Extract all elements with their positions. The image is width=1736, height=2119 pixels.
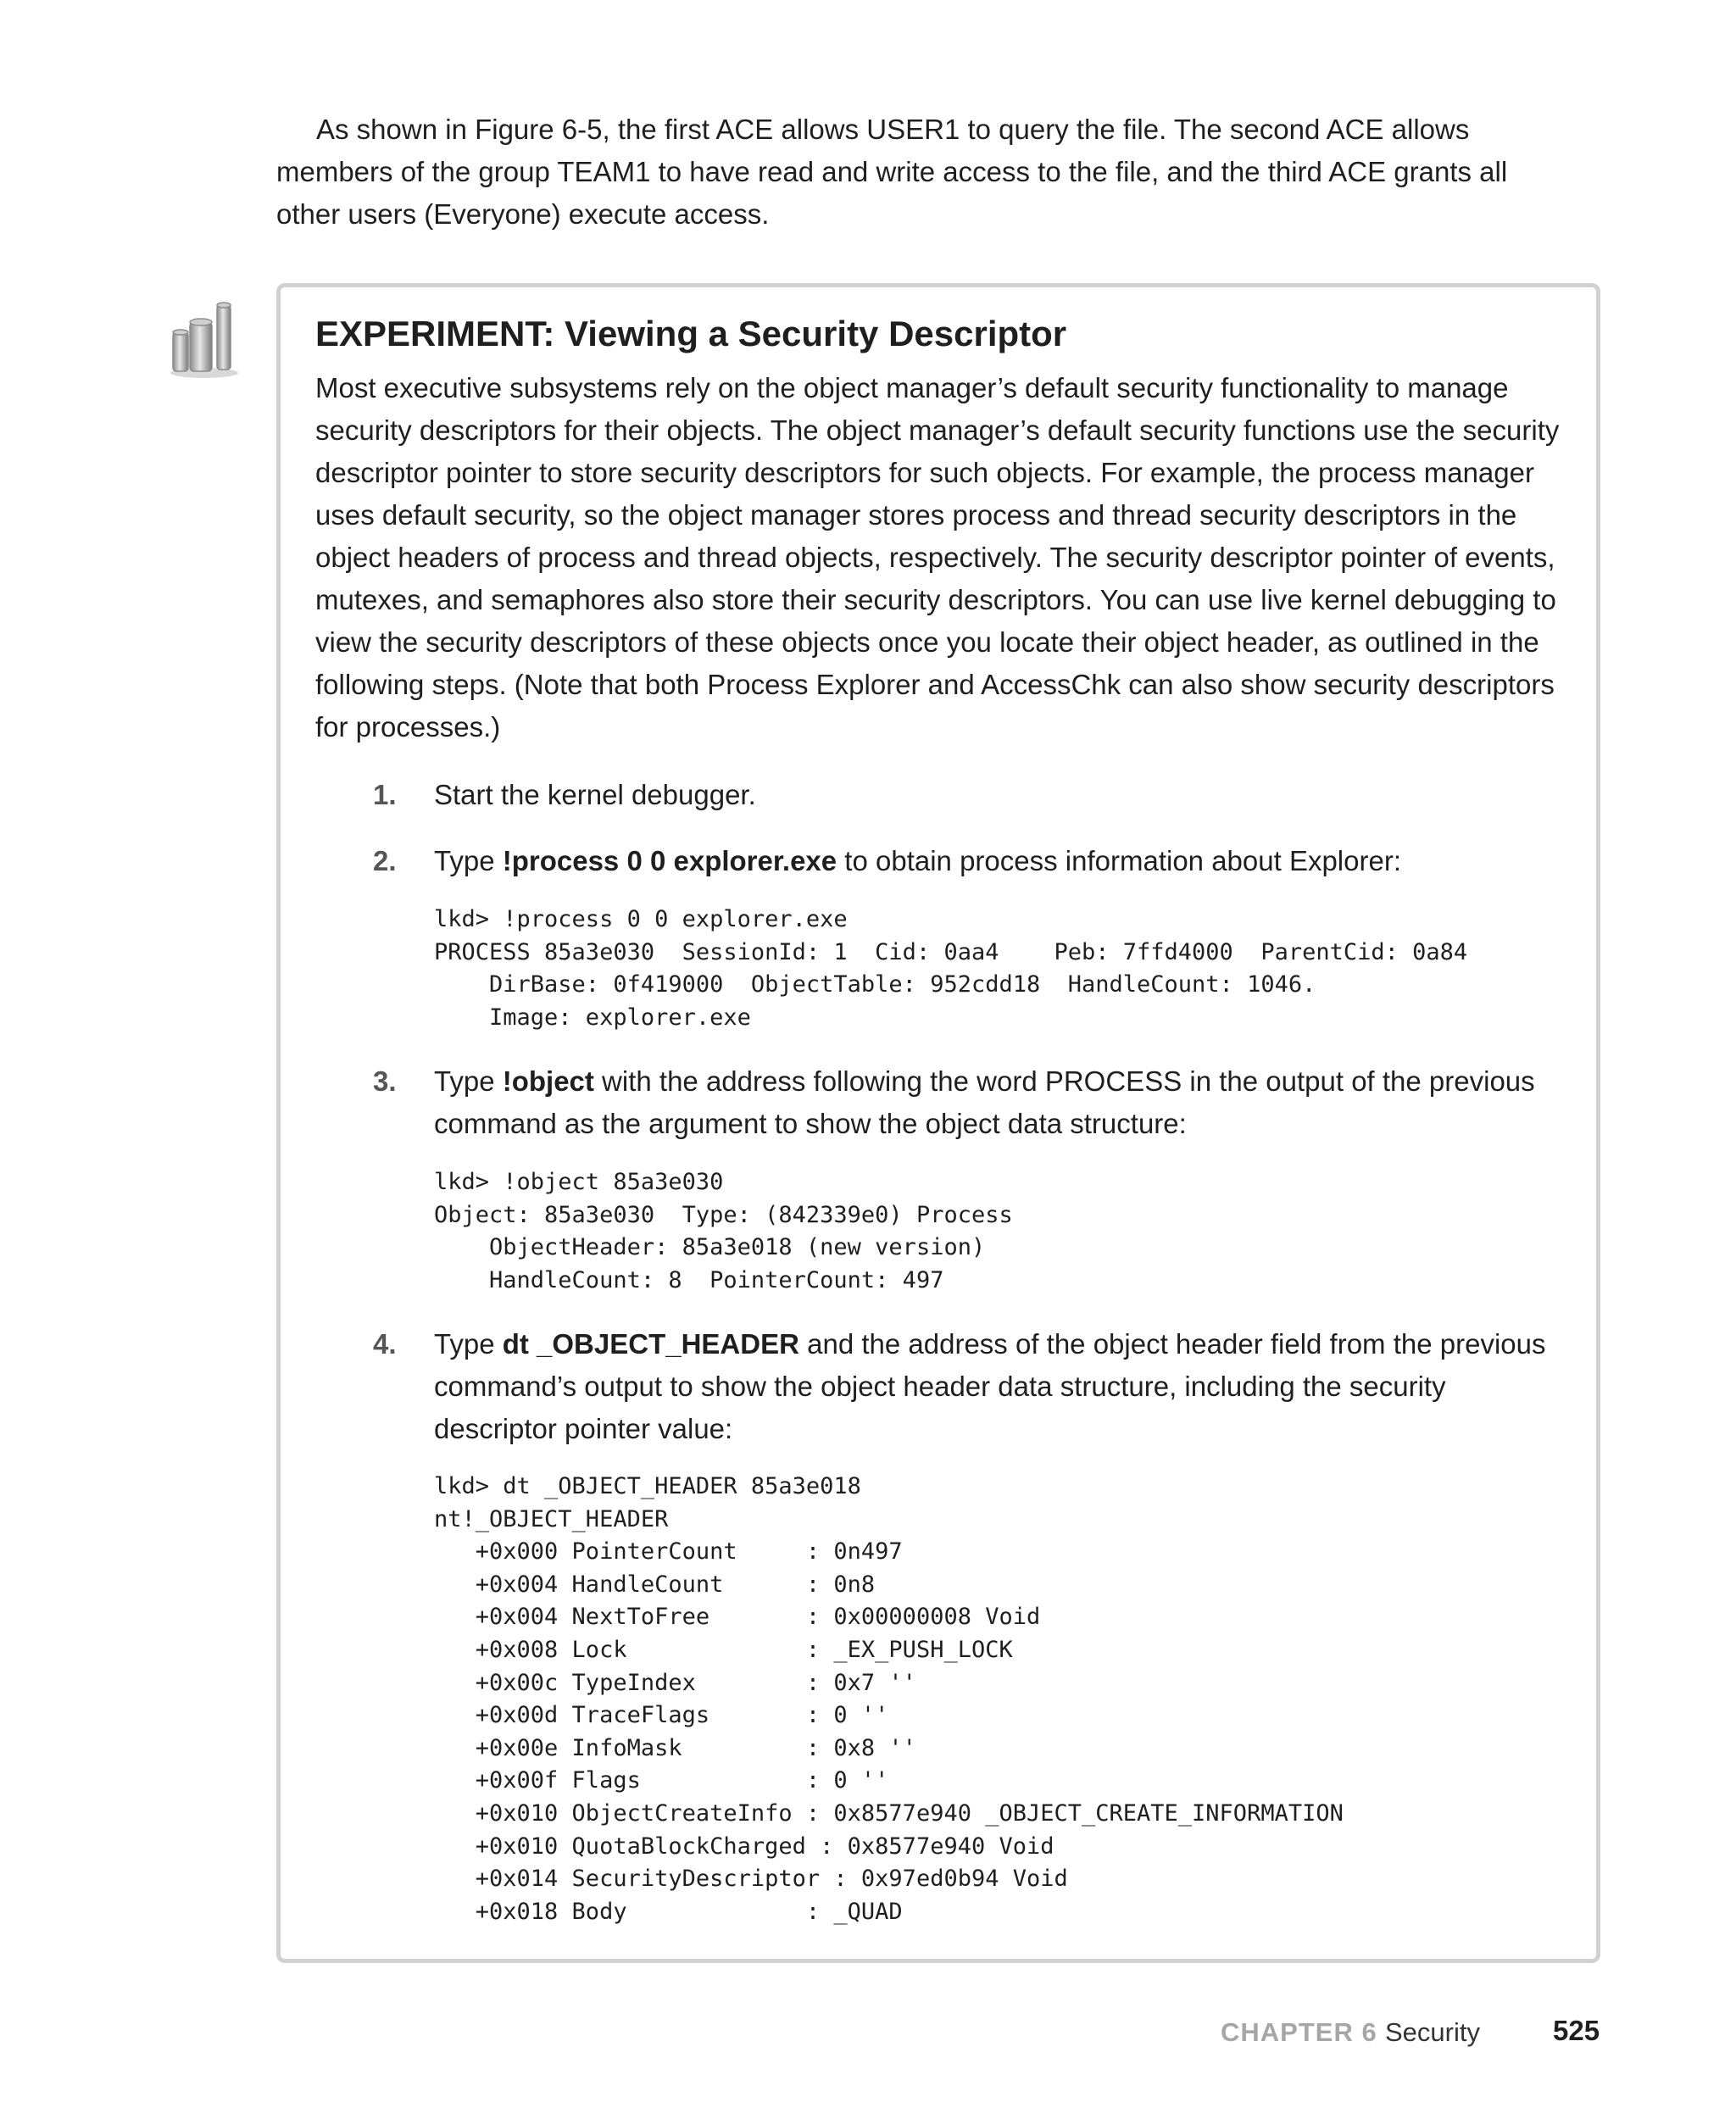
code-block: lkd> dt _OBJECT_HEADER 85a3e018 nt!_OBJECT_HEADER +0x000 PointerCount : 0n497 +0x004 HandleCount : 0n8 +0x004 NextToFree : 0x00000008 Void +0x008 Lock : _EX_PUSH_LOCK +0x00c TypeIndex : 0x7 '' +0x00d TraceFlags : 0 '' +0x00e InfoMask : 0x8 '' +0x00f Flags : 0 '' +0x010 ObjectCreateInfo : 0x8577e940 _OBJECT_CREATE_INFORMATION +0x010 QuotaBlockCharged : 0x8577e940 Void +0x014 SecurityDescriptor : 0x97ed0b94 Void +0x018 Body : _QUAD xyxy=(434,1473,1344,1925)
page-number: 525 xyxy=(1553,2015,1600,2046)
experiment-body: Most executive subsystems rely on the object manager’s default security functionality to manage security descriptors for their objects. The object manager’s default security functions use the security descriptor pointer to store security descriptors for such objects. For example, the process manager uses default security, so the object manager stores process and thread security descriptors in the object headers of process and thread objects, respectively. The security descriptor pointer of events, mutexes, and semaphores also store their security descriptors. You can use live kernel debugging to view the security descriptors of these objects once you locate their object header, as outlined in the following steps. (Note that both Process Explorer and AccessChk can also show security descriptors for processes.) xyxy=(315,372,1560,742)
step-text: Type !object with the address following the word PROCESS in the output of the previous command as the argument to show the object data structure: xyxy=(434,1065,1535,1139)
step-text: Start the kernel debugger. xyxy=(434,779,756,810)
beakers-icon xyxy=(166,298,242,383)
footer-chapter: CHAPTER 6 xyxy=(1221,2017,1377,2047)
step-number: 4. xyxy=(373,1328,397,1360)
experiment-title: EXPERIMENT: Viewing a Security Descriptor xyxy=(315,314,1067,353)
footer-section: Security xyxy=(1385,2017,1480,2047)
command: !object xyxy=(502,1065,594,1097)
intro-paragraph: As shown in Figure 6-5, the first ACE allows USER1 to query the file. The second ACE allows members of the group TEAM1 to have read and write access to the file, and the third ACE grants all other users (Everyone) execute access. xyxy=(276,114,1508,230)
command: !process 0 0 explorer.exe xyxy=(502,845,837,876)
step-text: Type !process 0 0 explorer.exe to obtain process information about Explorer: xyxy=(434,845,1401,876)
step-number: 2. xyxy=(373,845,397,876)
code-block: lkd> !process 0 0 explorer.exe PROCESS 85a3e030 SessionId: 1 Cid: 0aa4 Peb: 7ffd4000 ParentCid: 0a84 DirBase: 0f419000 ObjectTable: 952cdd18 HandleCount: 1046. Image: explorer.exe xyxy=(434,906,1468,1031)
step-number: 3. xyxy=(373,1065,397,1097)
command: dt _OBJECT_HEADER xyxy=(502,1328,799,1360)
step-number: 1. xyxy=(373,779,397,810)
code-block: lkd> !object 85a3e030 Object: 85a3e030 Type: (842339e0) Process ObjectHeader: 85a3e018 (new version) HandleCount: 8 PointerCount: 497 xyxy=(434,1169,1013,1293)
step-text: Type dt _OBJECT_HEADER and the address of the object header field from the previous command’s output to show the object header data structure, including the security descriptor pointer value: xyxy=(434,1328,1546,1444)
